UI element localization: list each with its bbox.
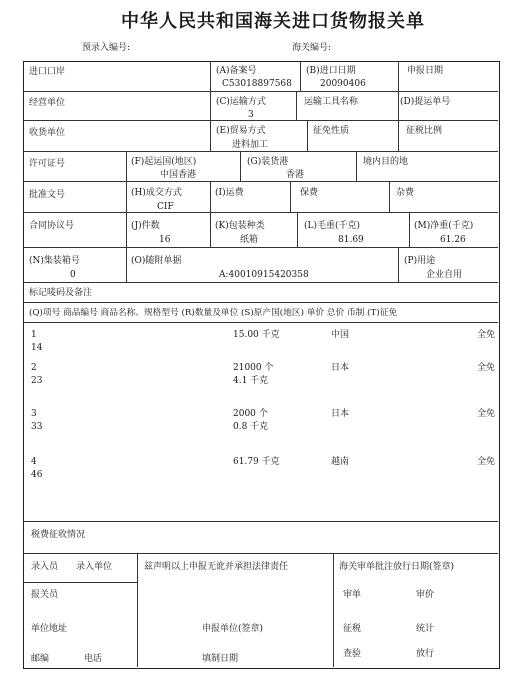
gross-weight-value: 81.69	[338, 235, 364, 245]
fill-date-label: 填制日期	[202, 654, 239, 664]
entry-unit-label: 录入单位	[76, 562, 113, 572]
misc-fee-label: 杂费	[396, 188, 415, 198]
levy-status: 全免	[477, 457, 496, 467]
declaration-statement: 兹声明以上申报无讹并承担法律责任	[144, 562, 289, 572]
levy-status: 全免	[477, 363, 496, 373]
deal-mode-value: CIF	[157, 202, 174, 212]
usage-value: 企业自用	[426, 270, 463, 280]
attached-docs-label: (O)随附单据	[131, 256, 182, 266]
deal-mode-label: (H)成交方式	[131, 188, 182, 198]
net-weight-label: (M)净重(千克)	[414, 221, 474, 231]
pieces-label: (J)件数	[131, 221, 160, 231]
origin-country: 越南	[331, 457, 350, 467]
vehicle-name-label: 运输工具名称	[304, 97, 359, 107]
loading-port-label: (G)装货港	[247, 157, 289, 167]
levy-rate-label: 征税比例	[406, 126, 443, 136]
commodity-code: 33	[31, 422, 43, 432]
levy-nature-label: 征免性质	[313, 126, 350, 136]
levy-status: 全免	[477, 409, 496, 419]
package-type-label: (K)包装种类	[215, 221, 265, 231]
inspect-label: 查验	[343, 649, 362, 659]
quantity-unit: 2000 个	[233, 409, 268, 419]
contract-number-label: 合同协议号	[29, 221, 75, 231]
transport-mode-label: (C)运输方式	[216, 97, 266, 107]
item-number: 2	[31, 363, 37, 373]
page-title: 中华人民共和国海关进口货物报关单	[121, 11, 425, 32]
phone-label: 电话	[84, 654, 103, 664]
quantity-unit-2: 4.1 千克	[233, 376, 269, 386]
price-review-label: 审价	[416, 590, 435, 600]
origin-country-label: (F)起运国(地区)	[131, 157, 197, 167]
commodity-code: 23	[31, 376, 43, 386]
record-number-label: (A)备案号	[216, 66, 257, 76]
postcode-label: 邮编	[31, 654, 50, 664]
business-unit-label: 经营单位	[29, 98, 66, 108]
marks-remarks-label: 标记唛码及备注	[29, 288, 93, 298]
commodity-code: 14	[31, 343, 43, 353]
declarant-label: 报关员	[31, 590, 59, 600]
item-number: 1	[31, 330, 37, 340]
gross-weight-label: (L)毛重(千克)	[304, 221, 361, 231]
usage-label: (P)用途	[404, 256, 436, 266]
declare-date-label: 申报日期	[407, 66, 444, 76]
transport-mode-value: 3	[248, 110, 254, 120]
destination-label: 境内目的地	[363, 157, 409, 167]
trade-mode-label: (E)贸易方式	[216, 126, 266, 136]
item-number: 3	[31, 409, 37, 419]
quantity-unit: 21000 个	[233, 363, 274, 373]
net-weight-value: 61.26	[440, 235, 466, 245]
origin-country-value: 中国香港	[160, 170, 197, 180]
quantity-unit-2: 0.8 千克	[233, 422, 269, 432]
package-type-value: 纸箱	[240, 235, 259, 245]
origin-country: 中国	[331, 330, 350, 340]
entry-clerk-label: 录入员	[31, 562, 59, 572]
origin-country: 日本	[331, 409, 350, 419]
container-number-label: (N)集装箱号	[29, 256, 80, 266]
loading-port-value: 香港	[286, 170, 305, 180]
review-label: 审单	[343, 590, 362, 600]
import-date-value: 20090406	[320, 79, 366, 89]
release-label: 放行	[416, 649, 435, 659]
tax-collection-label: 税费征收情况	[31, 530, 86, 540]
import-port-label: 进口口岸	[29, 67, 66, 77]
customs-number-label: 海关编号:	[292, 43, 332, 53]
declare-unit-label: 申报单位(签章)	[202, 624, 264, 634]
levy-label: 征税	[343, 624, 362, 634]
bill-number-label: (D)提运单号	[400, 97, 451, 107]
levy-status: 全免	[477, 330, 496, 340]
commodity-code: 46	[31, 470, 43, 480]
trade-mode-value: 进料加工	[232, 140, 269, 150]
goods-table-header: (Q)项号 商品编号 商品名称、规格型号 (R)数量及单位 (S)原产国(地区) 单价 总价 币制 (T)征免	[29, 308, 398, 318]
unit-address-label: 单位地址	[31, 624, 68, 634]
preentry-number-label: 预录入编号:	[82, 43, 131, 53]
freight-label: (I)运费	[215, 188, 244, 198]
customs-approval-label: 海关审单批注放行日期(签章)	[339, 562, 455, 572]
record-number-value: C53018897568	[222, 79, 292, 89]
quantity-unit: 15.00 千克	[233, 330, 280, 340]
consignee-label: 收货单位	[29, 128, 66, 138]
origin-country: 日本	[331, 363, 350, 373]
license-number-label: 许可证号	[29, 159, 66, 169]
attached-docs-value: A:40010915420358	[219, 270, 309, 280]
insurance-label: 保费	[300, 188, 319, 198]
statistics-label: 统计	[416, 624, 435, 634]
import-date-label: (B)进口日期	[306, 66, 356, 76]
approval-number-label: 批准文号	[29, 190, 66, 200]
pieces-value: 16	[159, 235, 171, 245]
container-number-value: 0	[70, 270, 76, 280]
quantity-unit: 61.79 千克	[233, 457, 280, 467]
item-number: 4	[31, 457, 37, 467]
